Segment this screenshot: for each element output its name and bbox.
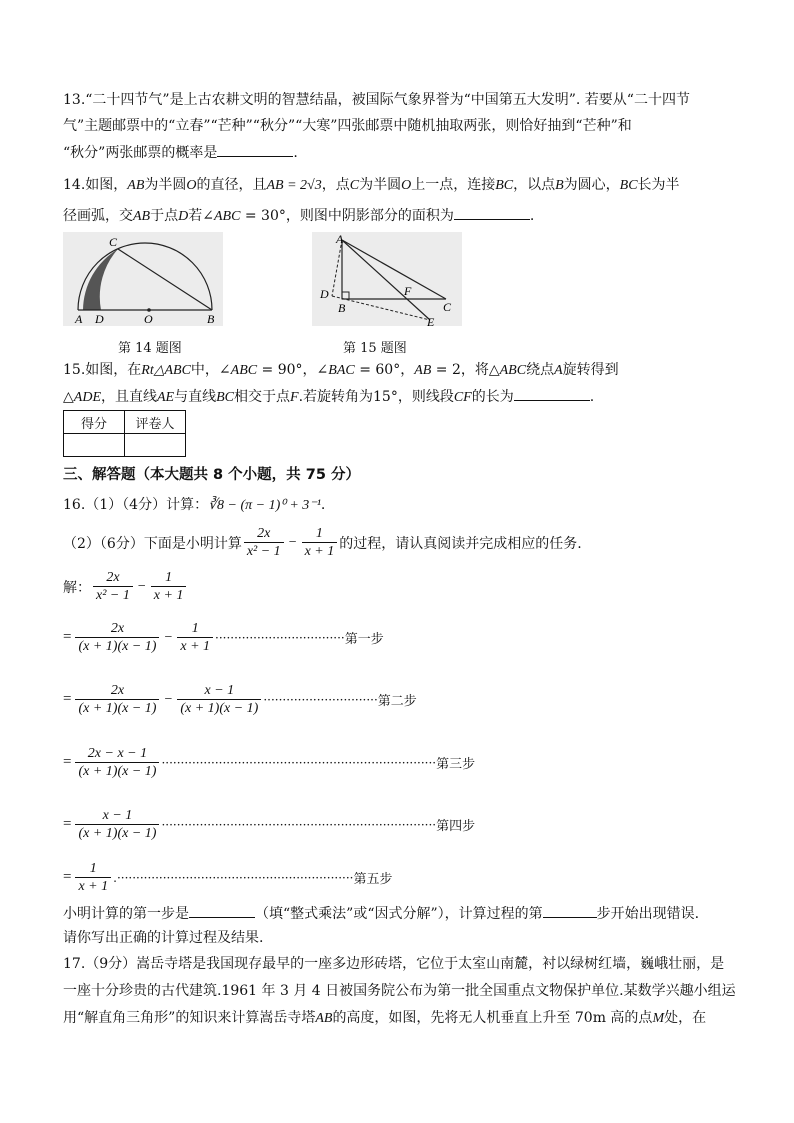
label-E: E [427,315,435,326]
q15-line2: △ADE，且直线AE与直线BC相交于点F.若旋转角为15°，则线段CF的长为 . [63,386,594,408]
figure-14-caption: 第 14 题图 [118,341,182,356]
label-A: A [75,312,83,326]
label-C: C [109,235,118,249]
figure-14 [63,232,223,326]
step-3: = $\frac{2x - x - 1}{(x + 1)(x - 1)}$ ········································································ 第三步 [63,746,476,779]
answer-blank[interactable] [543,903,597,918]
solution-start: 解： $\frac{2x}{\text{x² − 1}}$ − $\frac{1}{x + 1}$ [63,569,188,604]
score-cell[interactable] [64,434,125,457]
answer-blank[interactable] [217,142,293,157]
label-D: D [320,287,329,301]
step-4: = $\frac{x - 1}{(x + 1)(x - 1)}$ ········································································ 第四步 [63,808,476,841]
figure-15-caption: 第 15 题图 [343,341,407,356]
label-C: C [443,300,452,314]
figure-15 [312,232,462,326]
label-B: B [338,301,346,315]
grader-header: 评卷人 [125,411,186,434]
step-1: = $\frac{2x}{(x + 1)(x - 1)}$ − $\frac{1}{x + 1}$ ·································· 第一步 [63,621,384,654]
q13-line3: “秋分”两张邮票的概率是 . [63,142,298,163]
q14-line1: 14.如图，AB为半圆O的直径，且AB = 2√3，点C为半圆O上一点，连接BC，以点B为圆心，BC长为半 [63,177,680,193]
label-F: F [404,284,412,298]
label-D: D [95,312,104,326]
q17-line2: 一座十分珍贵的古代建筑.1961 年 3 月 4 日被国务院公布为第一批全国重点文物保护单位.某数学兴趣小组运 [63,983,736,999]
answer-blank[interactable] [514,386,590,401]
q13-line2: 气”主题邮票中的“立春”“芒种”“秋分”“大寒”四张邮票中随机抽取两张，则恰好抽到“芒种”和 [63,118,632,134]
score-header: 得分 [64,411,125,434]
label-A: A [336,232,344,246]
q17-line3: 用“解直角三角形”的知识来计算嵩岳寺塔AB的高度，如图，先将无人机垂直上升至 70m 高的点M处，在 [63,1010,707,1026]
step-2: = $\frac{2x}{(x + 1)(x - 1)}$ − $\frac{x - 1}{(x + 1)(x - 1)}$ ······························ 第二步 [63,683,417,716]
q16-part1: 16.（1）（4分）计算：∛8 − (π − 1)⁰ + 3⁻¹. [63,497,326,513]
section-heading: 三、解答题（本大题共 8 个小题，共 75 分） [63,467,360,483]
q13-line1: 13.“二十四节气”是上古农耕文明的智慧结晶，被国际气象界誉为“中国第五大发明”. 若要从“二十四节 [63,92,690,108]
q15-line1: 15.如图，在Rt△ABC中，∠ABC = 90°，∠BAC = 60°，AB = 2，将△ABC绕点A旋转得到 [63,362,619,378]
q16-task-line1: 小明计算的第一步是 （填“整式乘法”或“因式分解”），计算过程的第 步开始出现错误. [63,903,699,924]
q17-line1: 17.（9分）嵩岳寺塔是我国现存最早的一座多边形砖塔，它位于太室山南麓，衬以绿树红墙，巍峨壮丽，是 [63,956,725,972]
answer-blank[interactable] [189,903,255,918]
q16-task-line2: 请你写出正确的计算过程及结果. [63,930,264,946]
step-5: = $\frac{1}{x + 1}$ .······························································ 第五步 [63,861,393,894]
label-O: O [144,312,153,326]
score-table [63,410,186,457]
q14-line2: 径画弧，交AB于点D若∠ABC = 30°，则图中阴影部分的面积为 . [63,205,534,227]
label-B: B [207,312,215,326]
answer-blank[interactable] [454,205,530,220]
grader-cell[interactable] [125,434,186,457]
q16-part2: （2）（6分）下面是小明计算 $\frac{2x}{\text{x² − 1}}$ − $\frac{1}{x + 1}$ 的过程，请认真阅读并完成相应的任务. [63,526,582,559]
